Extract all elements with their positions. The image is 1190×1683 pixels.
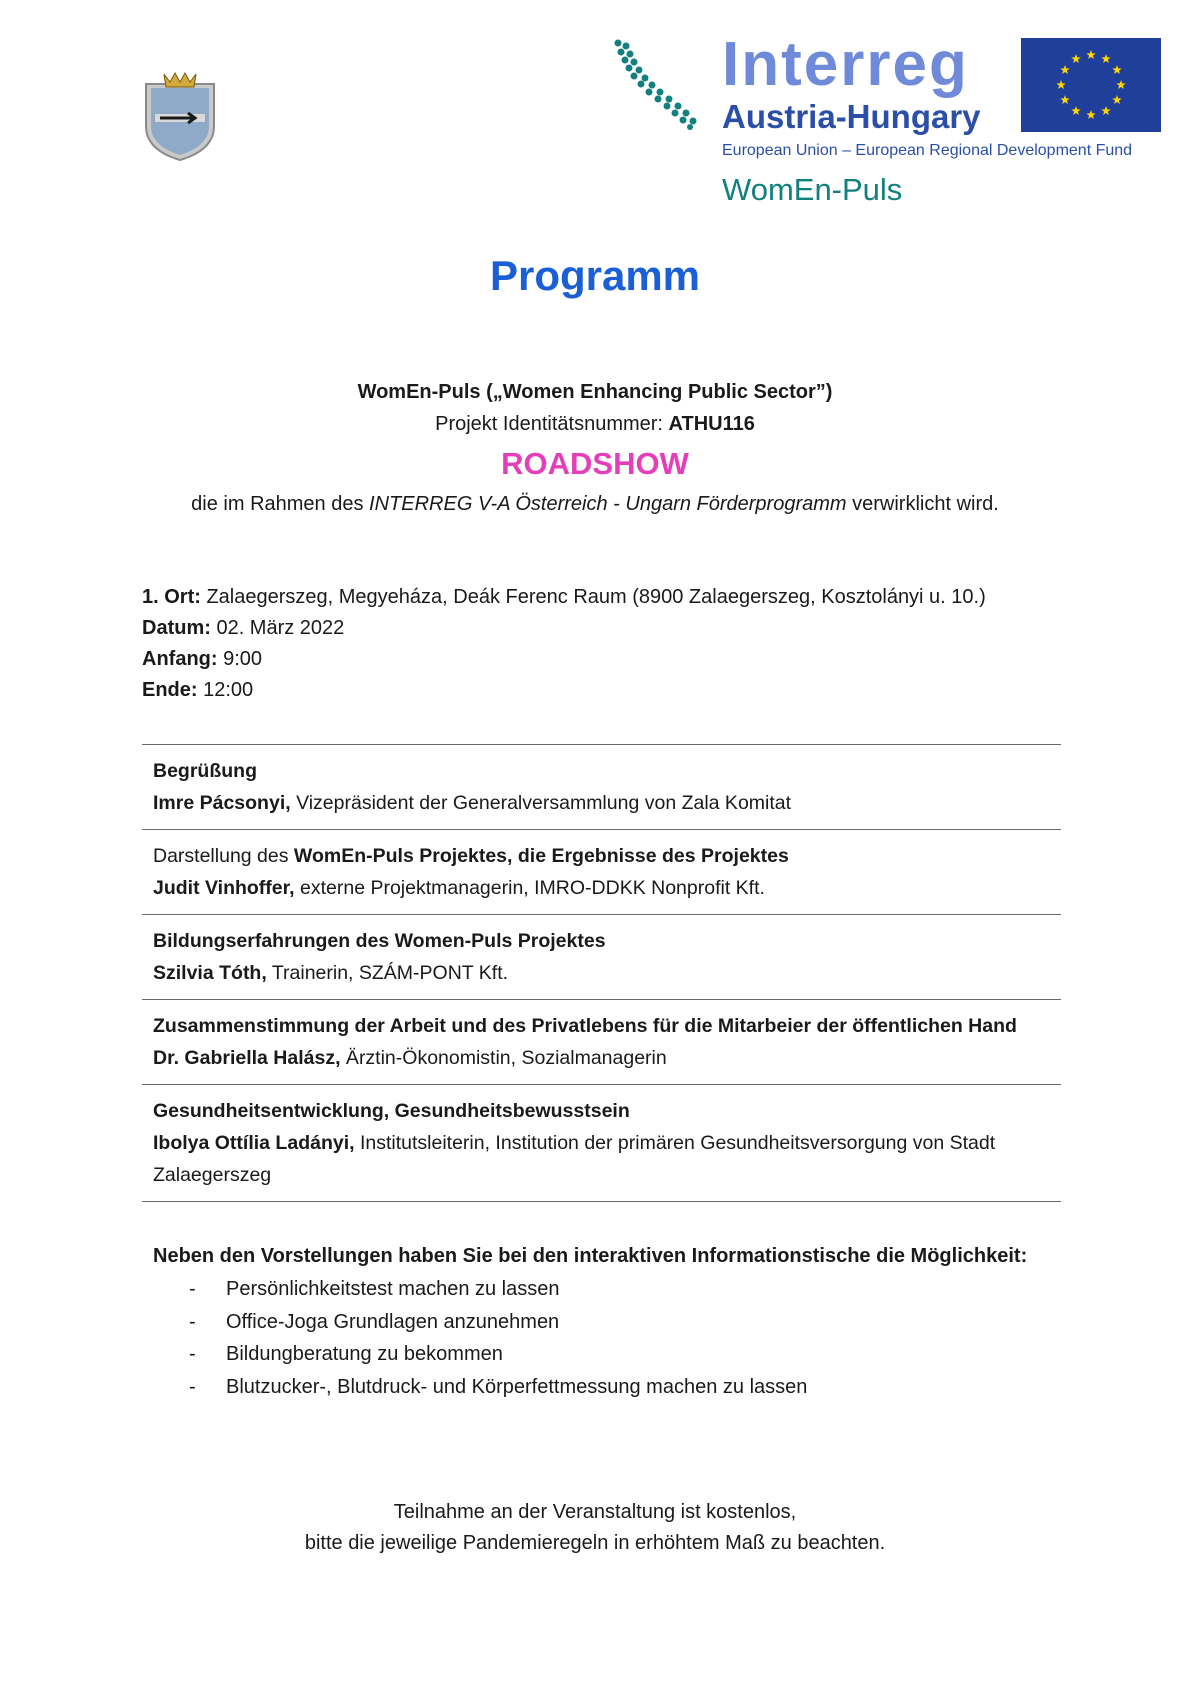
speaker-name: Szilvia Tóth, — [153, 962, 267, 984]
program-note-before: die im Rahmen des — [191, 493, 370, 515]
event-location — [142, 582, 986, 613]
project-id-value: ATHU116 — [668, 413, 755, 435]
speaker-name: Dr. Gabriella Halász, — [153, 1047, 341, 1069]
project-name: WomEn-Puls — [722, 172, 903, 207]
list-item-text: Persönlichkeitstest machen zu lassen — [226, 1278, 560, 1300]
list-dash: - — [189, 1310, 196, 1333]
program-item-speaker — [153, 957, 1049, 989]
program-item-speaker — [153, 1127, 1049, 1191]
event-end — [142, 675, 986, 706]
list-item-text: Office-Joga Grundlagen anzunehmen — [226, 1310, 560, 1333]
interactive-heading: Neben den Vorstellungen haben Sie bei den interaktiven Informationstische die Möglichkeit: — [153, 1245, 1028, 1267]
interreg-dots-icon — [612, 38, 702, 130]
program-item — [142, 744, 1061, 829]
program-item-title — [153, 840, 1049, 872]
list-item — [189, 1371, 807, 1404]
speaker-name: Judit Vinhoffer, — [153, 877, 295, 899]
program-item — [142, 1084, 1061, 1202]
event-date — [142, 613, 986, 644]
program-item-title-bold: Bildungserfahrungen des Women-Puls Projektes — [153, 930, 606, 952]
list-item-text: Bildungberatung zu bekommen — [226, 1343, 503, 1365]
project-id-line — [0, 408, 1190, 440]
list-dash: - — [189, 1278, 196, 1300]
event-location-label: 1. Ort: — [142, 586, 201, 608]
closing-line-1: Teilnahme an der Veranstaltung ist kostenlos, — [393, 1501, 797, 1523]
project-id-label: Projekt Identitätsnummer: — [435, 413, 669, 435]
event-end-label: Ende: — [142, 679, 198, 701]
event-end-value: 12:00 — [197, 679, 254, 701]
list-item — [189, 1273, 807, 1306]
program-item-title — [153, 925, 1049, 957]
event-details — [142, 582, 986, 706]
program-note — [0, 488, 1190, 520]
program-name: INTERREG V-A Österreich - Ungarn Förderprogramm — [369, 493, 847, 515]
program-item — [142, 829, 1061, 914]
program-item-speaker — [153, 1042, 1049, 1074]
program-table — [142, 744, 1061, 1202]
program-item-title — [153, 1095, 1049, 1127]
brand-fund: European Union – European Regional Development Fund — [722, 142, 1133, 159]
speaker-role: Ärztin-Ökonomistin, Sozialmanagerin — [340, 1047, 667, 1069]
speaker-role: Institutsleiterin, Institution der primären Gesundheitsversorgung von Stadt Zalaegerszeg — [153, 1132, 996, 1186]
speaker-role: externe Projektmanagerin, IMRO-DDKK Nonprofit Kft. — [294, 877, 765, 899]
program-item-title — [153, 1010, 1049, 1042]
program-item — [142, 999, 1061, 1084]
program-item-title-bold: Begrüßung — [153, 760, 257, 782]
coat-of-arms-icon — [142, 70, 218, 162]
event-start-label: Anfang: — [142, 648, 218, 670]
page-title: Programm — [489, 252, 701, 299]
program-item — [142, 914, 1061, 999]
event-date-value: 02. März 2022 — [210, 617, 345, 639]
brand-name: Interreg — [722, 30, 969, 99]
list-item — [189, 1306, 807, 1339]
program-item-title-bold: Gesundheitsentwicklung, Gesundheitsbewusstsein — [153, 1100, 630, 1122]
list-dash: - — [189, 1375, 196, 1398]
speaker-role: Vizepräsident der Generalversammlung von Zala Komitat — [290, 792, 792, 814]
speaker-role: Trainerin, SZÁM-PONT Kft. — [266, 962, 509, 984]
project-title: WomEn-Puls („Women Enhancing Public Sector”) — [357, 381, 833, 403]
event-start — [142, 644, 986, 675]
eu-flag-icon — [1021, 38, 1161, 132]
event-location-value: Zalaegerszeg, Megyeháza, Deák Ferenc Raum (8900 Zalaegerszeg, Kosztolányi u. 10.) — [200, 586, 986, 608]
interactive-list — [189, 1273, 807, 1403]
event-start-value: 9:00 — [217, 648, 263, 670]
program-item-title — [153, 755, 1049, 787]
speaker-name: Ibolya Ottília Ladányi, — [153, 1132, 355, 1154]
roadshow-heading: ROADSHOW — [501, 446, 689, 481]
program-note-after: verwirklicht wird. — [846, 493, 999, 515]
event-date-label: Datum: — [142, 617, 211, 639]
brand-region: Austria-Hungary — [722, 98, 981, 135]
list-item — [189, 1338, 807, 1371]
program-item-title-bold: Zusammenstimmung der Arbeit und des Privatlebens für die Mitarbeier der öffentlichen Hand — [153, 1015, 1017, 1037]
program-item-title-prefix: Darstellung des — [153, 845, 294, 867]
program-item-speaker — [153, 787, 1049, 819]
list-item-text: Blutzucker-, Blutdruck- und Körperfettmessung machen zu lassen — [226, 1375, 808, 1398]
speaker-name: Imre Pácsonyi, — [153, 792, 291, 814]
list-dash: - — [189, 1343, 196, 1365]
program-item-title-bold: WomEn-Puls Projektes, die Ergebnisse des Projektes — [293, 845, 789, 867]
program-item-speaker — [153, 872, 1049, 904]
closing-line-2: bitte die jeweilige Pandemieregeln in erhöhtem Maß zu beachten. — [304, 1532, 886, 1554]
